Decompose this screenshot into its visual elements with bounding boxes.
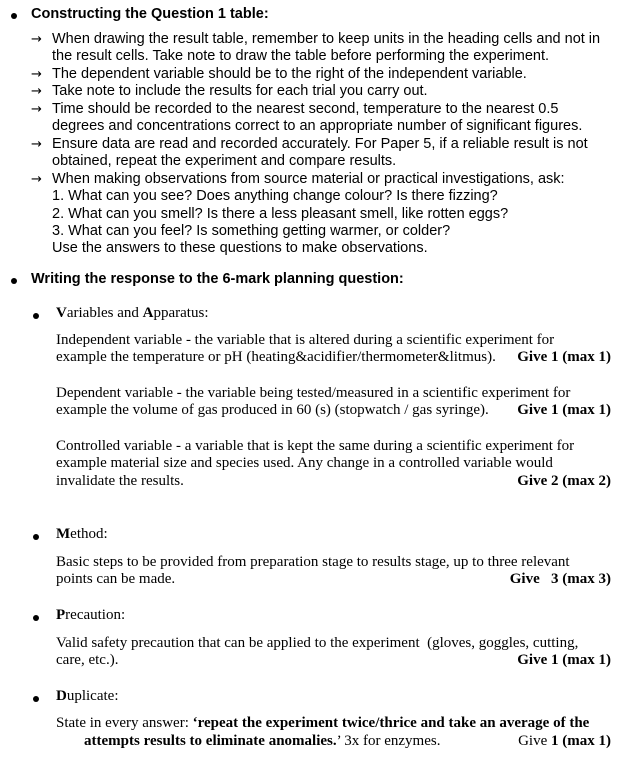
variables-title-a: A — [142, 305, 154, 321]
duplicate-line-1 — [56, 715, 589, 732]
variables-title-end: pparatus: — [153, 305, 209, 321]
precaution-line-2: care, etc.). — [56, 652, 119, 668]
section1-bullet — [11, 13, 17, 19]
dependent-line-1: Dependent variable - the variable being tested/measured in a scientific experiment for — [56, 385, 571, 401]
duplicate-title-rest: uplicate: — [66, 688, 119, 704]
question-3: 3. What can you feel? Is something getting warmer, or colder? — [52, 223, 451, 239]
arrow-icon: → — [31, 32, 42, 47]
precaution-give: Give 1 (max 1) — [517, 652, 611, 668]
independent-line-2: example the temperature or pH (heating&acidifier/thermometer&litmus). — [56, 349, 496, 365]
s1-bullet-5-line-2: obtained, repeat the experiment and compare results. — [52, 153, 397, 169]
duplicate-give — [518, 733, 611, 750]
method-bullet — [33, 534, 39, 540]
s1-bullet-5-line-1: Ensure data are read and recorded accurately. For Paper 5, if a reliable result is not — [52, 136, 588, 152]
s1-bullet-3: Take note to include the results for each trial you carry out. — [52, 83, 428, 99]
precaution-line-1: Valid safety precaution that can be applied to the experiment (gloves, goggles, cutting, — [56, 635, 579, 651]
s1-bullet-1-line-1: When drawing the result table, remember to keep units in the heading cells and not in — [52, 31, 601, 47]
question-2: 2. What can you smell? Is there a less pleasant smell, like rotten eggs? — [52, 206, 509, 222]
arrow-icon: → — [31, 67, 42, 82]
arrow-icon: → — [31, 137, 42, 152]
variables-bullet — [33, 313, 39, 319]
variables-title — [56, 305, 208, 322]
s1-bullet-4-line-1: Time should be recorded to the nearest second, temperature to the nearest 0.5 — [52, 101, 559, 117]
controlled-line-2: example material size and species used. Any change in a controlled variable would — [56, 455, 553, 471]
duplicate-give-rest: 1 (max 1) — [551, 733, 611, 749]
method-title — [56, 526, 108, 543]
method-title-m: M — [56, 526, 71, 542]
section1-heading: Constructing the Question 1 table: — [31, 6, 269, 22]
method-line-2: points can be made. — [56, 571, 176, 587]
independent-give: Give 1 (max 1) — [517, 349, 611, 365]
duplicate-bullet — [33, 696, 39, 702]
question-1: 1. What can you see? Does anything change colour? Is there fizzing? — [52, 188, 498, 204]
method-title-rest: ethod: — [70, 526, 108, 542]
arrow-icon: → — [31, 102, 42, 117]
controlled-line-1: Controlled variable - a variable that is kept the same during a scientific experiment for — [56, 438, 575, 454]
dependent-line-2: example the volume of gas produced in 60 (s) (stopwatch / gas syringe). — [56, 402, 489, 418]
s1-bullet-2: The dependent variable should be to the right of the independent variable. — [52, 66, 527, 82]
s1-bullet-1-line-2: the result cells. Take note to draw the table before performing the experiment. — [52, 48, 550, 64]
duplicate-lead: State in every answer: — [56, 715, 193, 731]
precaution-title-p: P — [56, 607, 66, 623]
variables-title-mid: ariables and — [66, 305, 143, 321]
section2-bullet — [11, 278, 17, 284]
arrow-icon: → — [31, 84, 42, 99]
method-line-1: Basic steps to be provided from preparation stage to results stage, up to three relevant — [56, 554, 570, 570]
dependent-give: Give 1 (max 1) — [517, 402, 611, 418]
s1-bullet-4-line-2: degrees and concentrations correct to an appropriate number of significant figures. — [52, 118, 583, 134]
arrow-icon: → — [31, 172, 42, 187]
duplicate-title-d: D — [56, 688, 67, 704]
duplicate-line-2 — [84, 733, 440, 750]
s1-bullet-6: When making observations from source material or practical investigations, ask: — [52, 171, 565, 187]
duplicate-title — [56, 688, 119, 705]
duplicate-tail: ’ 3x for enzymes. — [336, 733, 441, 749]
controlled-give: Give 2 (max 2) — [517, 473, 611, 489]
duplicate-give-word: Give — [518, 733, 551, 749]
duplicate-quote-2: attempts results to eliminate anomalies. — [84, 733, 337, 749]
duplicate-quote-1: ‘repeat the experiment twice/thrice and take an average of the — [192, 715, 590, 731]
method-give: Give 3 (max 3) — [509, 571, 611, 587]
precaution-title — [56, 607, 125, 624]
precaution-bullet — [33, 615, 39, 621]
independent-line-1: Independent variable - the variable that is altered during a scientific experiment for — [56, 332, 555, 348]
use-answers-text: Use the answers to these questions to make observations. — [52, 240, 428, 256]
section2-heading: Writing the response to the 6-mark planning question: — [31, 271, 404, 287]
precaution-title-rest: recaution: — [65, 607, 126, 623]
controlled-line-3: invalidate the results. — [56, 473, 184, 489]
variables-title-v: V — [56, 305, 67, 321]
